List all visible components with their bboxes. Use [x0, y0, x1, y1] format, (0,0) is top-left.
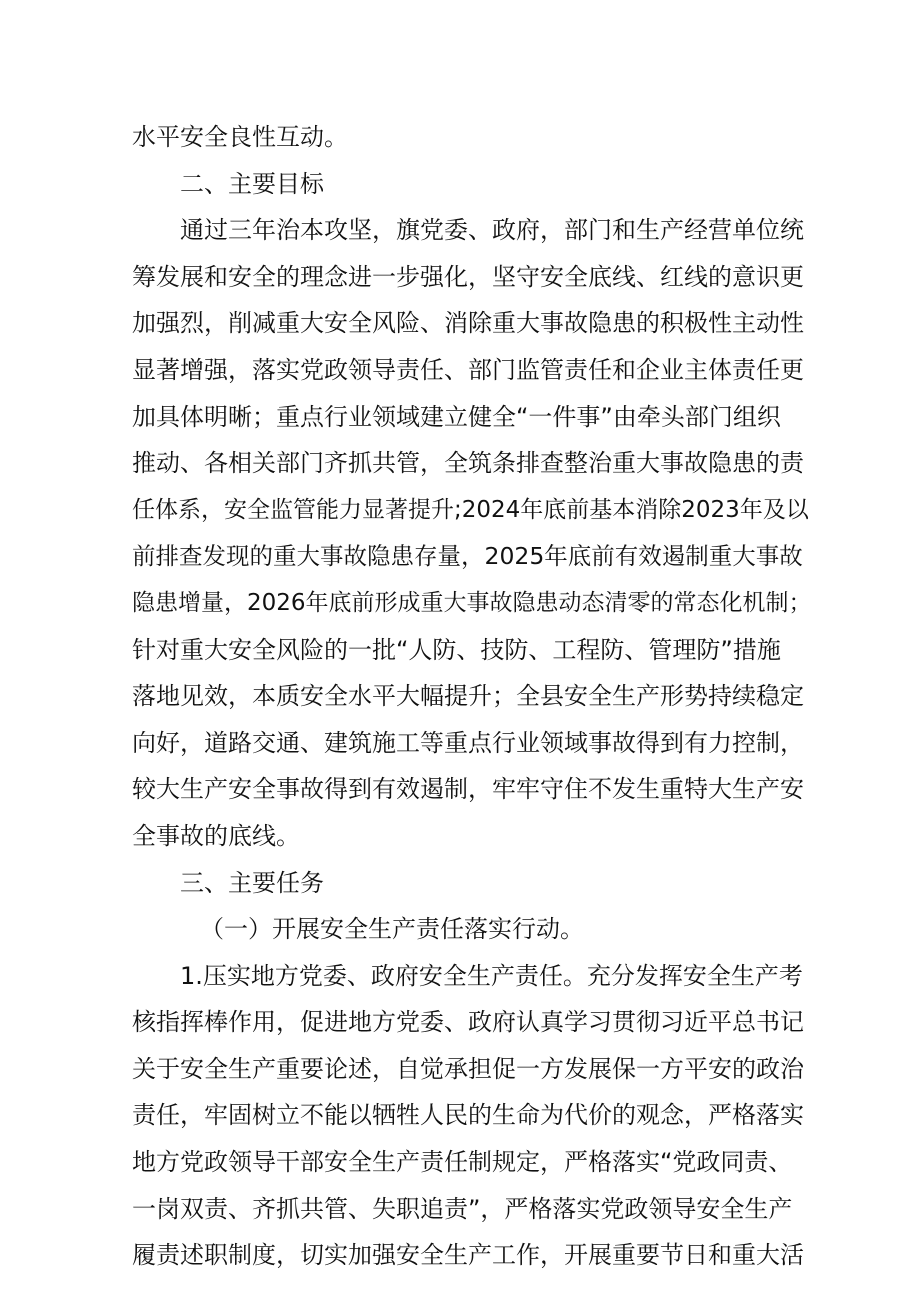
text-line: 任体系，安全监管能力显著提升;2024年底前基本消除2023年及以 — [132, 496, 809, 523]
text-line: 1.压实地方党委、政府安全生产责任。充分发挥安全生产考 — [180, 961, 803, 990]
text-line: 推动、各相关部门齐抓共管，全筑条排查整治重大事故隐患的责 — [132, 449, 804, 478]
text-line: 加强烈，削减重大安全风险、消除重大事故隐患的积极性主动性 — [132, 309, 804, 338]
document-body — [132, 114, 812, 1279]
text-line: 筹发展和安全的理念进一步强化，坚守安全底线、红线的意识更 — [132, 262, 804, 291]
text-line: 向好，道路交通、建筑施工等重点行业领域事故得到有力控制， — [132, 728, 804, 757]
text-line: （一）开展安全生产责任落实行动。 — [200, 915, 584, 944]
text-line: 责任，牢固树立不能以牺牲人民的生命为代价的观念，严格落实 — [132, 1101, 804, 1130]
text-line: 针对重大安全风险的一批“人防、技防、工程防、管理防”措施 — [132, 635, 781, 664]
text-line: 显著增强，落实党政领导责任、部门监管责任和企业主体责任更 — [132, 355, 804, 384]
text-line: 一岗双责、齐抓共管、失职追责”，严格落实党政领导安全生产 — [132, 1194, 793, 1223]
text-line: 关于安全生产重要论述，自觉承担促一方发展保一方平安的政治 — [132, 1054, 804, 1083]
text-line: 落地见效，本质安全水平大幅提升；全县安全生产形势持续稳定 — [132, 682, 804, 711]
text-line: 履责述职制度，切实加强安全生产工作，开展重要节日和重大活 — [132, 1241, 804, 1270]
text-line: 地方党政领导干部安全生产责任制规定，严格落实“党政同责、 — [132, 1148, 793, 1177]
text-line: 三、主要任务 — [180, 868, 324, 897]
text-line: 前排查发现的重大事故隐患存量，2025年底前有效遏制重大事故 — [132, 542, 803, 571]
text-line: 隐患增量，2026年底前形成重大事故隐患动态清零的常态化机制； — [132, 589, 812, 616]
text-line: 全事故的底线。 — [132, 821, 300, 850]
text-line: 较大生产安全事故得到有效遏制，牢牢守住不发生重特大生产安 — [132, 775, 804, 804]
text-line: 水平安全良性互动。 — [132, 123, 348, 151]
text-line: 加具体明晰；重点行业领域建立健全“一件事”由牵头部门组织 — [132, 402, 781, 431]
text-line: 通过三年治本攻坚，旗党委、政府，部门和生产经营单位统 — [180, 216, 804, 245]
text-line: 二、主要目标 — [180, 169, 324, 198]
text-line: 核指挥棒作用，促进地方党委、政府认真学习贯彻习近平总书记 — [132, 1008, 804, 1037]
